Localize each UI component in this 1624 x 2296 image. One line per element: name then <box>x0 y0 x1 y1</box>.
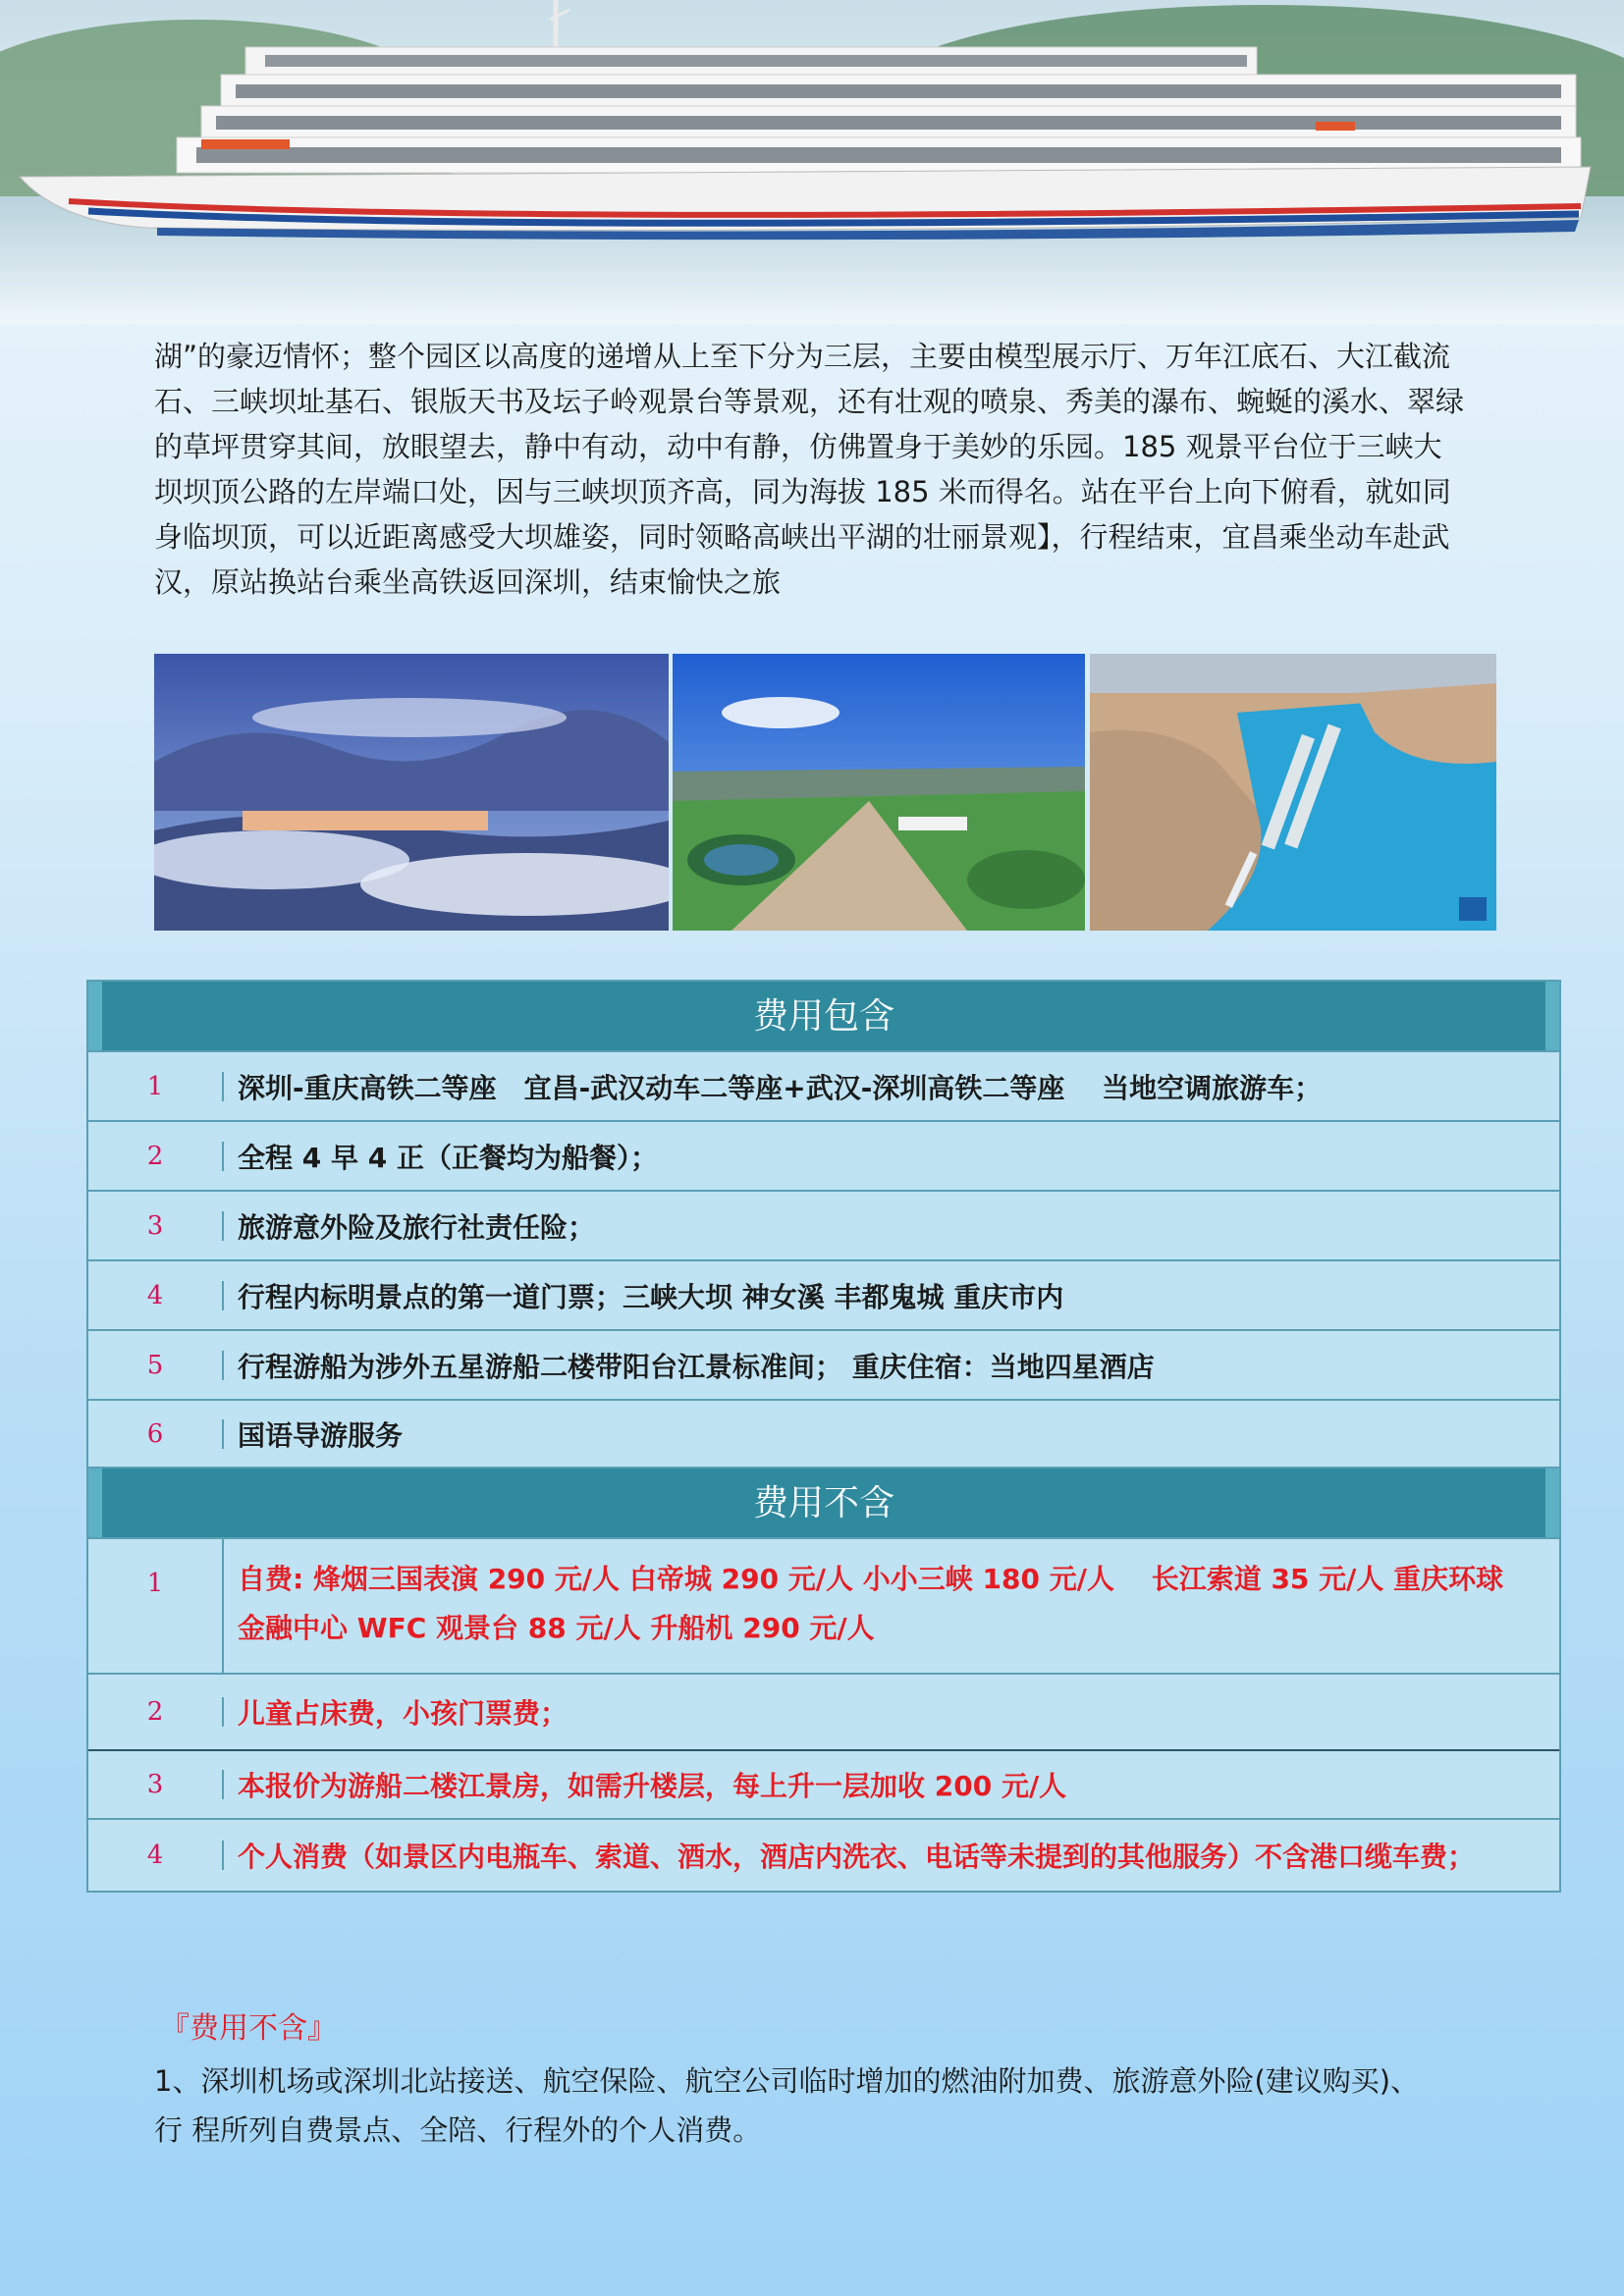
row-number: 4 <box>88 1841 224 1870</box>
fee-excluded-note-body <box>154 2056 1470 2155</box>
fee-included-row <box>88 1122 1559 1192</box>
fee-excluded-row <box>88 1539 1559 1675</box>
row-number: 1 <box>88 1539 224 1673</box>
row-number: 6 <box>88 1419 224 1449</box>
row-text: 国语导游服务 <box>238 1418 404 1452</box>
row-text-line: 金融中心 WFC 观景台 88 元/人 升船机 290 元/人 <box>238 1612 875 1644</box>
row-number: 5 <box>88 1351 224 1380</box>
row-number: 1 <box>88 1072 224 1101</box>
row-text: 本报价为游船二楼江景房，如需升楼层，每上升一层加收 200 元/人 <box>238 1770 1067 1802</box>
note-line: 1、深圳机场或深圳北站接送、航空保险、航空公司临时增加的燃油附加费、旅游意外险(建议购买)、 <box>154 2064 1420 2098</box>
row-text: 儿童占床费，小孩门票费； <box>238 1697 568 1730</box>
fee-included-row <box>88 1192 1559 1261</box>
fee-included-row <box>88 1331 1559 1401</box>
fee-included-title: 费用包含 <box>752 996 894 1037</box>
ship-lock-aerial-photo <box>1090 654 1496 931</box>
fee-excluded-row <box>88 1820 1559 1891</box>
row-text: 行程内标明景点的第一道门票；三峡大坝 神女溪 丰都鬼城 重庆市内 <box>238 1280 1064 1313</box>
itinerary-paragraph: 湖”的豪迈情怀；整个园区以高度的递增从上至下分为三层，主要由模型展示厅、万年江底石、大江截流石、三峡坝址基石、银版天书及坛子岭观景台等景观，还有壮观的喷泉、秀美的瀑布、蜿蜒的溪水、翠绿的草坪贯穿其间，放眼望去，静中有动，动中有静，仿佛置身于美妙的乐园。185 观景平台位于三峡大坝坝顶公路的左岸端口处，因与三峡坝顶齐高，同为海拔 185 米而得名。站在平台上向下俯看，就如同身临坝顶，可以近距离感受大坝雄姿，同时领略高峡出平湖的壮丽景观】，行程结束，宜昌乘坐动车赴武汉，原站换站台乘坐高铁返回深圳，结束愉快之旅 <box>154 340 1465 599</box>
row-number: 3 <box>88 1770 224 1799</box>
fee-excluded-row <box>88 1751 1559 1820</box>
row-text: 全程 4 早 4 正（正餐均为船餐）； <box>238 1141 658 1174</box>
row-number: 4 <box>88 1281 224 1310</box>
note-line: 行 程所列自费景点、全陪、行程外的个人消费。 <box>154 2113 762 2147</box>
row-text: 行程游船为涉外五星游船二楼带阳台江景标准间； 重庆住宿：当地四星酒店 <box>238 1350 1155 1383</box>
cruise-ship-illustration <box>0 0 1624 324</box>
row-text <box>224 1539 1559 1673</box>
row-number: 3 <box>88 1211 224 1241</box>
row-number: 2 <box>88 1142 224 1171</box>
fee-included-row <box>88 1261 1559 1331</box>
fee-included-row <box>88 1052 1559 1122</box>
fee-table <box>86 980 1561 1893</box>
fee-included-header <box>88 982 1559 1052</box>
fee-excluded-note-title: 『费用不含』 <box>160 2011 337 2046</box>
fee-excluded-row <box>88 1675 1559 1751</box>
cruise-ship-banner-image <box>0 0 1624 324</box>
row-text-line: 自费: 烽烟三国表演 290 元/人 白帝城 290 元/人 小小三峡 180 元/人 长江索道 35 元/人 重庆环球 <box>238 1563 1504 1595</box>
fee-included-row <box>88 1401 1559 1468</box>
dam-park-fountain-photo <box>673 654 1085 931</box>
fee-excluded-header <box>88 1468 1559 1539</box>
row-text: 深圳-重庆高铁二等座 宜昌-武汉动车二等座+武汉-深圳高铁二等座 当地空调旅游车； <box>238 1071 1323 1104</box>
fee-excluded-title: 费用不含 <box>752 1483 894 1523</box>
row-text: 个人消费（如景区内电瓶车、索道、酒水，酒店内洗衣、电话等未提到的其他服务）不含港口缆车费； <box>238 1841 1476 1873</box>
row-text: 旅游意外险及旅行社责任险； <box>238 1210 596 1244</box>
three-gorges-dam-cloud-photo <box>154 654 669 931</box>
row-number: 2 <box>88 1697 224 1727</box>
